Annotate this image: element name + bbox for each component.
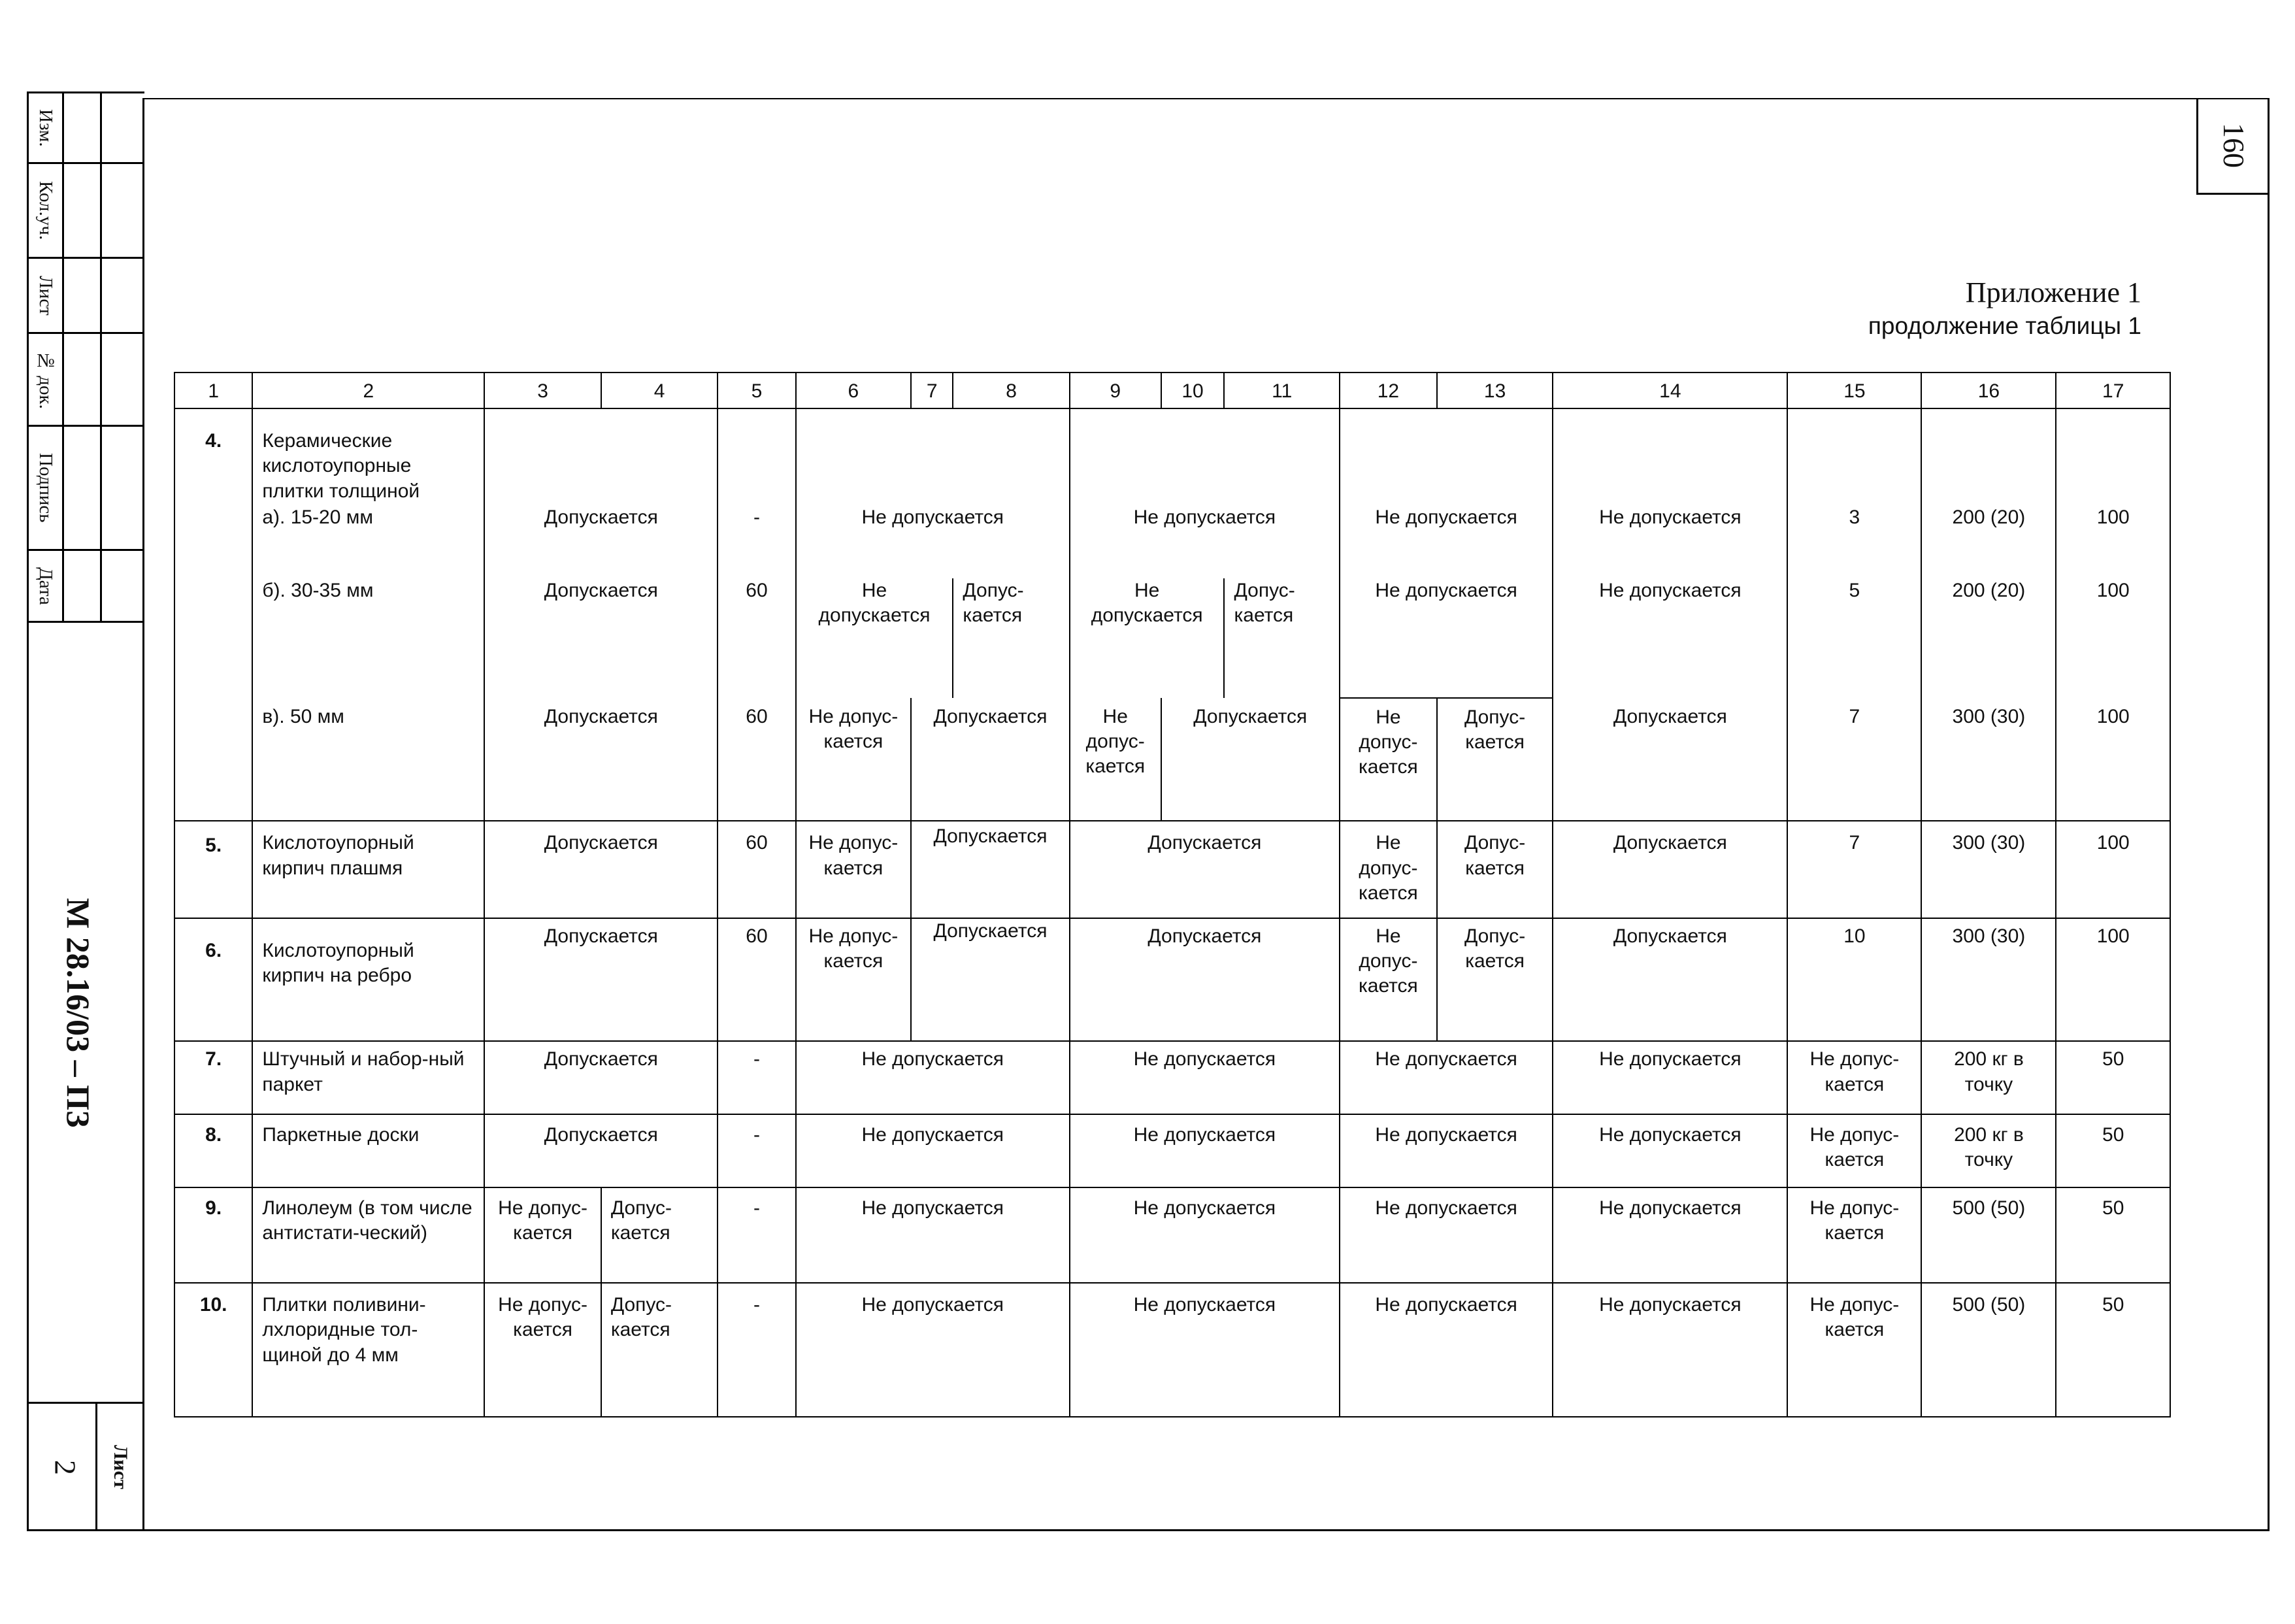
cell: Допус-кается [1437,918,1553,1042]
cell: Не допускается [796,1187,1070,1283]
col-header: 3 [484,373,601,408]
cell: Не допускается [1340,1114,1553,1187]
row-number: 8. [174,1114,252,1187]
row-number: 9. [174,1187,252,1283]
cell: Не допускается [796,1283,1070,1417]
cell: Не допус-кается [484,1187,601,1283]
cell: 100 [2056,698,2170,821]
cell: 60 [718,918,795,1042]
cell: Не допускается [1070,578,1225,698]
cell: Допус-кается [1224,578,1339,698]
cell: Допускается [1161,698,1340,821]
cell: 200 (20) [1921,578,2056,698]
strip-label-count: Кол.уч. [35,180,56,240]
strip-label-sheet: Лист [35,275,56,316]
cell: Не допускается [1340,505,1553,578]
cell: 50 [2056,1283,2170,1417]
row-number: 4. [174,408,252,821]
table-row [174,1283,2170,1417]
table-row [174,1187,2170,1283]
col-header: 1 [174,373,252,408]
col-header: 9 [1070,373,1161,408]
cell: Допускается [484,698,718,821]
table-row [174,408,2170,505]
col-header: 16 [1921,373,2056,408]
col-header: 6 [796,373,911,408]
cell: Не допус-кается [484,1283,601,1417]
cell: 5 [1787,578,1921,698]
cell: Допус-кается [601,1283,718,1417]
strip-label-signature: Подпись [35,453,56,523]
strip-label-change: Изм. [35,108,56,147]
cell: Не допус-кается [1787,1283,1921,1417]
cell: Не допус-кается [1787,1187,1921,1283]
cell: Допускается [1070,821,1340,918]
cell: Не допускается [1553,1283,1787,1417]
cell: 500 (50) [1921,1283,2056,1417]
cell: Не допускается [1553,1041,1787,1114]
cell: Не допускается [1070,1041,1340,1114]
cell: 100 [2056,918,2170,1042]
col-header: 12 [1340,373,1437,408]
cell: Не допускается [1070,1187,1340,1283]
col-header: 10 [1161,373,1225,408]
document-code: М 28.16/03 – ПЗ [60,898,97,1128]
cell: Не допускается [1070,1283,1340,1417]
cell: Допускается [484,578,718,698]
cell: 60 [718,578,795,698]
cell: 100 [2056,505,2170,578]
row-label: Кислотоупорный кирпич плашмя [252,821,484,918]
row-label: Штучный и набор-ный паркет [252,1041,484,1114]
cell: Не допус-кается [1340,918,1437,1042]
cell: Допускается [484,505,718,578]
cell: Не допускается [1340,578,1553,698]
requirements-table [174,372,2171,1417]
cell: Не допускается [796,578,953,698]
cell: Не допускается [1553,578,1787,698]
col-header: 13 [1437,373,1553,408]
cell: - [718,1114,795,1187]
table-row [174,698,2170,821]
cell: 300 (30) [1921,821,2056,918]
cell: 50 [2056,1114,2170,1187]
cell: Не допус-кается [1340,821,1437,918]
cell: - [718,1041,795,1114]
col-header: 2 [252,373,484,408]
row-label: Кислотоупорный кирпич на ребро [252,918,484,1042]
cell: Допус-кается [1437,821,1553,918]
cell: Не допускается [1553,505,1787,578]
col-header: 14 [1553,373,1787,408]
sheet-label: Лист [110,1445,131,1489]
table-row [174,1114,2170,1187]
col-header: 11 [1224,373,1339,408]
col-header: 7 [911,373,953,408]
cell: Не допускается [796,1114,1070,1187]
cell: Не допус-кается [1787,1041,1921,1114]
col-header: 5 [718,373,795,408]
cell: 300 (30) [1921,918,2056,1042]
row-number: 5. [174,821,252,918]
col-header: 8 [953,373,1070,408]
cell: Допускается [1553,821,1787,918]
cell: 60 [718,821,795,918]
cell: Не допус-кается [1070,698,1161,821]
cell: Не допус-кается [1340,698,1437,821]
table-row [174,505,2170,578]
row-label: Линолеум (в том числе антистати-ческий) [252,1187,484,1283]
cell: Не допус-кается [796,821,911,918]
cell: - [718,1187,795,1283]
cell: Не допускается [1553,1187,1787,1283]
row-label: Паркетные доски [252,1114,484,1187]
strip-label-date: Дата [35,567,56,605]
cell: Допус-кается [953,578,1070,698]
table-row [174,1041,2170,1114]
row-number: 7. [174,1041,252,1114]
cell: 100 [2056,578,2170,698]
cell: Допускается [911,698,1070,821]
cell: Допускается [1070,918,1340,1042]
row-label: Плитки поливини-лхлоридные тол-щиной до 4 мм [252,1283,484,1417]
cell: 200 кг в точку [1921,1041,2056,1114]
cell: 50 [2056,1041,2170,1114]
cell: Допускается [484,1041,718,1114]
cell: 50 [2056,1187,2170,1283]
strip-divider [100,91,102,622]
strip-label-docnum: № док. [35,350,56,409]
cell: Допускается [484,1114,718,1187]
cell: Не допускается [1070,505,1340,578]
cell: Допус-кается [601,1187,718,1283]
table-row [174,821,2170,918]
cell: Допускается [1553,698,1787,821]
table-row [174,918,2170,1042]
row-label: Керамические кислотоупорные плитки толщиной [252,408,484,505]
cell: Не допускается [796,505,1070,578]
cell: 100 [2056,821,2170,918]
cell: Не допус-кается [796,918,911,1042]
table-row [174,578,2170,698]
cell: Допускается [911,821,1070,918]
page-number-box [2196,98,2270,195]
header-row [174,373,2170,408]
page-number: 160 [2217,123,2251,168]
cell: Допускается [484,918,718,1042]
cell: 7 [1787,821,1921,918]
cell: Допускается [1553,918,1787,1042]
cell: Не допускается [1070,1114,1340,1187]
row-label: в). 50 мм [252,698,484,821]
cell: 200 кг в точку [1921,1114,2056,1187]
cell: Не допускается [1340,1041,1553,1114]
cell: 7 [1787,698,1921,821]
cell: Не допускается [796,1041,1070,1114]
cell: 10 [1787,918,1921,1042]
cell: Допускается [911,918,1070,1042]
cell: - [718,1283,795,1417]
cell: 300 (30) [1921,698,2056,821]
cell: Не допускается [1340,1283,1553,1417]
col-header: 15 [1787,373,1921,408]
cell: Не допускается [1340,1187,1553,1283]
cell: Допус-кается [1437,698,1553,821]
row-number: 10. [174,1283,252,1417]
sheet-value: 2 [48,1459,82,1475]
row-label: б). 30-35 мм [252,578,484,698]
cell: - [718,505,795,578]
cell: Не допускается [1553,1114,1787,1187]
col-header: 17 [2056,373,2170,408]
cell: Не допус-кается [1787,1114,1921,1187]
cell: 500 (50) [1921,1187,2056,1283]
cell: 60 [718,698,795,821]
col-header: 4 [601,373,718,408]
strip-divider [62,91,64,622]
table-caption: продолжение таблицы 1 [1868,312,2141,339]
cell: 3 [1787,505,1921,578]
row-number: 6. [174,918,252,1042]
cell: Допускается [484,821,718,918]
appendix-title: Приложение 1 [1965,276,2141,308]
cell: Не допус-кается [796,698,911,821]
row-label: а). 15-20 мм [252,505,484,578]
cell: 200 (20) [1921,505,2056,578]
